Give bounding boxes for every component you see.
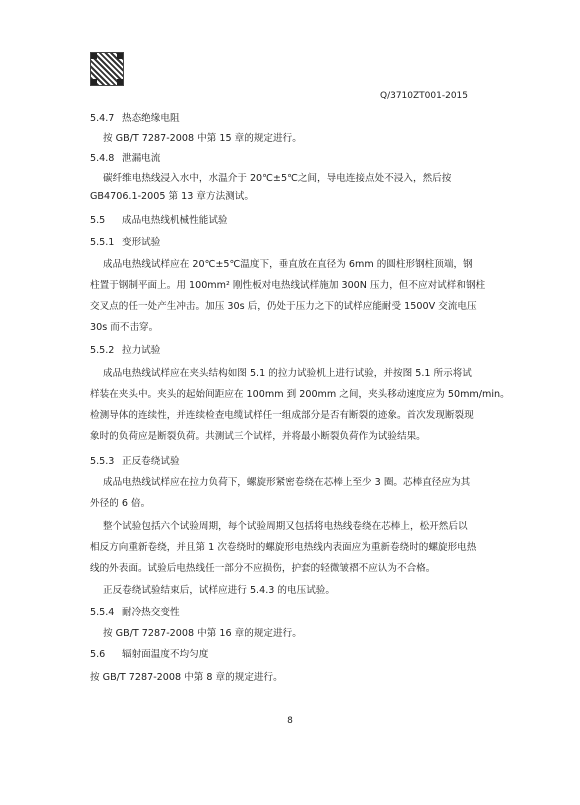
section-title: 辐射面温度不均匀度	[122, 649, 209, 660]
text-line: 按 GB/T 7287-2008 中第 8 章的规定进行。	[90, 672, 283, 683]
section-title: 热态绝缘电阻	[122, 113, 180, 124]
section-number: 5.5.4	[90, 607, 115, 618]
text-line: 外径的 6 倍。	[90, 498, 151, 509]
text-line: 交叉点的任一处产生冲击。加压 30s 后，仍处于压力之下的试样应能耐受 1500V 交流电压	[90, 301, 477, 312]
section-title: 耐冷热交变性	[122, 607, 180, 618]
section-number: 5.5.3	[90, 456, 115, 467]
document-number: Q/3710ZT001-2015	[379, 91, 468, 101]
text-line: 相反方向重新卷绕，并且第 1 次卷绕时的螺旋形电热线内表面应为重新卷绕时的螺旋形电热	[90, 542, 477, 553]
page-number: 8	[287, 716, 293, 726]
text-line: 柱置于钢制平面上。用 100mm² 刚性板对电热线试样施加 300N 压力，但不应对试样和钢柱	[90, 280, 486, 291]
text-line: 碳纤维电热线浸入水中，水温介于 20℃±5℃之间，导电连接点处不浸入，然后按	[103, 173, 452, 184]
text-line: GB4706.1-2005 第 13 章方法测试。	[90, 191, 254, 202]
text-line: 整个试验包括六个试验周期，每个试验周期又包括将电热线卷绕在芯棒上，松开然后以	[103, 521, 468, 532]
text-line: 正反卷绕试验结束后，试样应进行 5.4.3 的电压试验。	[103, 585, 335, 596]
section-heading	[90, 344, 580, 357]
section-heading	[90, 648, 580, 661]
section-heading	[90, 455, 580, 468]
text-line: 样装在夹头中。夹头的起始间距应在 100mm 到 200mm 之间，夹头移动速度应为 50mm/min。	[90, 389, 510, 400]
section-number: 5.5.2	[90, 345, 115, 356]
section-heading	[90, 236, 580, 249]
section-heading	[90, 112, 580, 125]
qr-code-icon	[90, 52, 124, 86]
section-title: 成品电热线机械性能试验	[122, 215, 228, 226]
section-title: 正反卷绕试验	[122, 456, 180, 467]
text-line: 成品电热线试样应在 20℃±5℃温度下，垂直放在直径为 6mm 的圆柱形钢柱顶端，钢	[103, 259, 473, 270]
section-title: 变形试验	[122, 237, 161, 248]
section-heading	[90, 214, 580, 227]
text-line: 按 GB/T 7287-2008 中第 15 章的规定进行。	[103, 133, 302, 144]
text-line: 成品电热线试样应在夹头结构如图 5.1 的拉力试验机上进行试验，并按图 5.1 所示将试	[103, 368, 472, 379]
text-line: 成品电热线试样应在拉力负荷下，螺旋形紧密卷绕在芯棒上至少 3 圈。芯棒直径应为其	[103, 477, 471, 488]
section-heading	[90, 606, 580, 619]
text-line: 线的外表面。试验后电热线任一部分不应损伤，护套的轻微皱褶不应认为不合格。	[90, 563, 436, 574]
section-number: 5.5.1	[90, 237, 115, 248]
text-line: 象时的负荷应是断裂负荷。共测试三个试样，并将最小断裂负荷作为试验结果。	[90, 431, 426, 442]
text-line: 30s 而不击穿。	[90, 322, 159, 333]
section-heading	[90, 152, 580, 165]
section-number: 5.5	[90, 215, 106, 226]
section-number: 5.4.8	[90, 153, 115, 164]
section-title: 泄漏电流	[122, 153, 161, 164]
text-line: 按 GB/T 7287-2008 中第 16 章的规定进行。	[103, 628, 302, 639]
section-number: 5.6	[90, 649, 106, 660]
section-number: 5.4.7	[90, 113, 115, 124]
text-line: 检测导体的连续性，并连续检查电缆试样任一组成部分是否有断裂的迹象。首次发现断裂现	[90, 410, 474, 421]
section-title: 拉力试验	[122, 345, 161, 356]
